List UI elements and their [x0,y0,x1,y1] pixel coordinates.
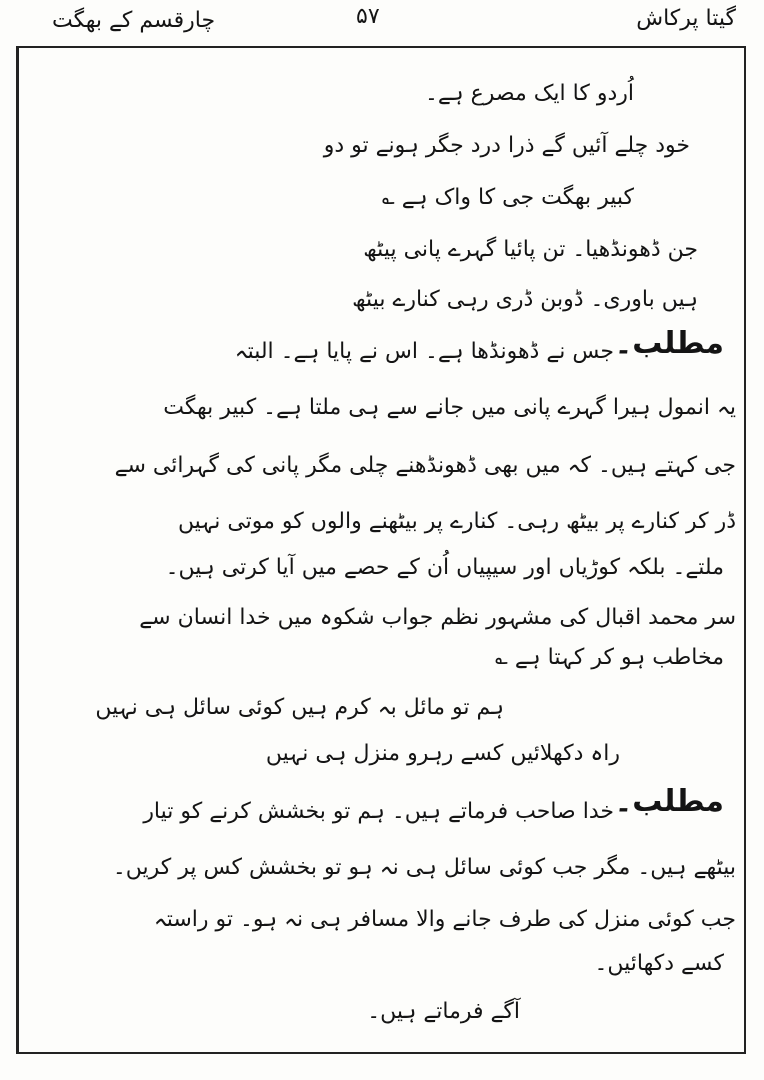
text-line-6: جس نے ڈھونڈھا ہے۔ اس نے پایا ہے۔ البتہ [234,339,614,364]
matlab-heading-2: مطلب۔ [614,784,724,819]
text-line-16: بیٹھے ہیں۔ مگر جب کوئی سائل ہی نہ ہو تو بخشش کس پر کریں۔ [112,855,736,880]
text-line-1: اُردو کا ایک مصرع ہے۔ [424,81,634,106]
text-line-19: آگے فرماتے ہیں۔ [367,999,520,1024]
page-number: ۵۷ [356,4,380,29]
chapter-title: چارقسم کے بھگت [52,8,216,33]
book-title: گیتا پرکاش [636,6,736,31]
verse-line-1: جن ڈھونڈھیا۔ تن پائیا گہرے پانی پیٹھ [363,237,698,262]
text-line-8: جی کہتے ہیں۔ کہ میں بھی ڈھونڈھنے چلی مگر پانی کی گہرائی سے [114,453,736,478]
text-line-10: ملتے۔ بلکہ کوڑیاں اور سیپیاں اُن کے حصے میں آیا کرتی ہیں۔ [165,555,724,580]
text-line-12: مخاطب ہو کر کہتا ہے ؎ [494,645,724,670]
text-line-17: جب کوئی منزل کی طرف جانے والا مسافر ہی نہ ہو۔ تو راستہ [153,907,736,932]
text-line-11: سر محمد اقبال کی مشہور نظم جواب شکوہ میں خدا انسان سے [139,605,736,630]
text-line-18: کسے دکھائیں۔ [594,951,724,976]
verse-line-4: راہ دکھلائیں کسے رہرو منزل ہی نہیں [265,741,620,766]
text-line-15: خدا صاحب فرماتے ہیں۔ ہم تو بخشش کرنے کو تیار [143,799,614,824]
page-header [0,0,764,44]
verse-line-2: ہیں باوری۔ ڈوبن ڈری رہی کنارے بیٹھ [352,287,698,312]
text-line-2: خود چلے آئیں گے ذرا درد جگر ہونے تو دو [323,133,690,158]
text-line-9: ڈر کر کنارے پر بیٹھ رہی۔ کنارے پر بیٹھنے والوں کو موتی نہیں [177,509,736,534]
matlab-heading-1: مطلب۔ [614,326,724,361]
verse-line-3: ہم تو مائل بہ کرم ہیں کوئی سائل ہی نہیں [95,695,504,720]
text-line-7: یہ انمول ہیرا گہرے پانی میں جانے سے ہی ملتا ہے۔ کبیر بھگت [163,395,736,420]
text-line-3: کبیر بھگت جی کا واک ہے ؎ [381,185,634,210]
